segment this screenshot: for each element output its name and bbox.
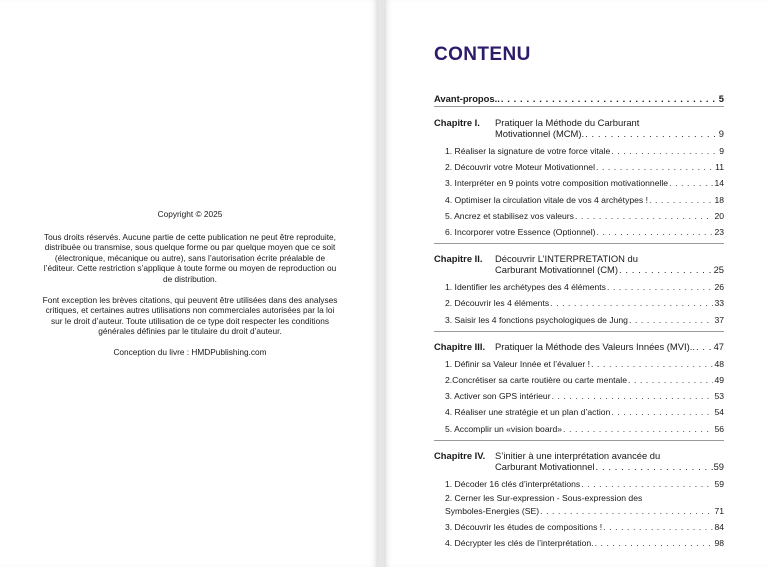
item-label: 1. Réaliser la signature de votre force vitale [445, 146, 611, 157]
toc-item [434, 192, 724, 208]
toc-item [434, 492, 724, 519]
chapter-page: 9 [718, 128, 724, 139]
item-label: 2. Cerner les Sur-expression - Sous-expression des [445, 492, 643, 503]
right-page [384, 0, 768, 567]
dot-leader [619, 264, 713, 275]
dot-leader [501, 93, 718, 104]
chapter-heading-cont [434, 128, 724, 139]
item-label: 3. Découvrir les études de compositions ! [445, 521, 603, 532]
item-label: 2.Concrétiser sa carte routière ou carte mentale [445, 374, 627, 385]
toc-item [434, 476, 724, 492]
chapter-heading [434, 341, 724, 352]
toc-item [434, 143, 724, 159]
item-label: 1. Identifier les archétypes des 4 éléments [445, 282, 606, 293]
copyright-line: Copyright © 2025 [157, 209, 223, 219]
item-page: 14 [714, 178, 724, 189]
item-label: 5. Accomplir un «vision board» [445, 423, 563, 434]
dot-leader [669, 178, 713, 188]
design-credit: Conception du livre : HMDPublishing.com [113, 346, 267, 357]
item-label: 2. Découvrir votre Moteur Motivationnel [445, 162, 595, 173]
item-page: 54 [714, 407, 724, 418]
chapter-page: 59 [713, 460, 724, 472]
toc-item [434, 404, 724, 420]
dot-leader [585, 128, 718, 139]
item-label: 3. Saisir les 4 fonctions psychologiques de Jung [445, 314, 628, 325]
chapter-title-cont: Carburant Motivationnel [495, 460, 595, 472]
dot-leader [596, 461, 713, 472]
item-page: 98 [714, 538, 724, 549]
chapter-heading [434, 117, 724, 128]
dot-leader [591, 359, 713, 369]
chapter-heading [434, 253, 724, 264]
item-label: 4. Optimiser la circulation vitale de vos 4 archétypes ! [445, 194, 648, 205]
toc-item [434, 312, 724, 328]
item-page: 49 [714, 374, 724, 385]
chapter-heading [434, 450, 724, 461]
dot-leader [629, 315, 713, 325]
avant-propos-page: 5 [718, 93, 724, 104]
chapter-title: S’initier à une interprétation avancée du [495, 449, 661, 461]
item-label: 3. Activer son GPS intérieur [445, 391, 551, 402]
toc-item [434, 372, 724, 388]
item-page: 37 [714, 314, 724, 325]
item-label: 1. Décoder 16 clés d’interprétations [445, 478, 581, 489]
item-page: 84 [714, 521, 724, 532]
toc-chapter [434, 450, 724, 552]
dot-leader [611, 407, 713, 417]
chapter-number: Chapitre I. [434, 117, 480, 128]
dot-leader [649, 195, 713, 205]
item-label: 1. Définir sa Valeur Innée et l’évaluer ! [445, 358, 591, 369]
chapter-heading-cont [434, 461, 724, 472]
toc-avant-propos [434, 88, 724, 107]
toc-item [434, 159, 724, 175]
chapter-page: 25 [713, 264, 724, 276]
rights-paragraph: Tous droits réservés. Aucune partie de cette publication ne peut être reproduite, distribuée ou transmise, sous quelque forme ou par quelque moyen que ce soit (électronique, mécanique ou autre), sans l’autorisation écrite préalable de l’éditeur. Cette restriction s’applique à toute forme ou moyen de reproduction ou de distribution. [43, 231, 337, 284]
toc-item [434, 224, 724, 240]
toc-item [434, 208, 724, 224]
chapter-page: 47 [713, 340, 724, 352]
dot-leader [696, 341, 713, 352]
dot-leader [611, 146, 718, 156]
item-page: 48 [714, 358, 724, 369]
copyright-block [40, 209, 340, 368]
item-page: 53 [714, 391, 724, 402]
item-label: 2. Découvrir les 4 éléments [445, 298, 550, 309]
toc-item [434, 519, 724, 535]
chapter-title: Découvrir L’INTERPRETATION du [495, 253, 638, 265]
exception-paragraph: Font exception les brèves citations, qui peuvent être utilisées dans des analyses critiques, et certaines autres utilisations non commerciales autorisées par la loi sur le droit d’auteur. Toute utilisation de ce type doit respecter les conditions générales définies par le titulaire du droit d’auteur. [42, 294, 338, 337]
chapter-number: Chapitre III. [434, 340, 486, 352]
item-label: 3. Interpréter en 9 points votre composition motivationnelle [445, 178, 669, 189]
item-page: 11 [715, 162, 724, 173]
chapter-separator [434, 331, 724, 332]
toc-chapter [434, 253, 724, 332]
item-page: 33 [714, 298, 724, 309]
item-page: 56 [714, 423, 724, 434]
item-page: 59 [714, 478, 724, 489]
toc-item [434, 295, 724, 311]
dot-leader [540, 506, 713, 516]
dot-leader [607, 282, 713, 292]
chapter-separator [434, 440, 724, 441]
dot-leader [552, 391, 714, 401]
toc-item [434, 420, 724, 436]
chapter-title-cont: Motivationnel (MCM). [495, 128, 585, 139]
item-page: 23 [714, 227, 724, 238]
dot-leader [581, 479, 713, 489]
chapter-title: Pratiquer la Méthode du Carburant [495, 117, 640, 128]
chapter-separator [434, 243, 724, 244]
table-of-contents [434, 88, 724, 557]
dot-leader [596, 162, 714, 172]
item-label: 4. Réaliser une stratégie et un plan d’action [445, 407, 611, 418]
toc-chapter [434, 117, 724, 244]
avant-propos-label: Avant-propos.. [434, 93, 500, 104]
toc-chapter [434, 341, 724, 441]
item-label: 4. Décrypter les clés de l’interprétation. [445, 538, 594, 549]
item-page: 20 [714, 210, 724, 221]
dot-leader [563, 424, 713, 434]
item-page: 18 [714, 194, 724, 205]
item-label: 5. Ancrez et stabilisez vos valeurs [445, 210, 574, 221]
chapter-title: Pratiquer la Méthode des Valeurs Innées (MVI).. [495, 340, 695, 352]
chapter-heading-cont [434, 264, 724, 275]
chapter-number: Chapitre IV. [434, 449, 486, 461]
chapter-title-cont: Carburant Motivationnel (CM) [495, 264, 618, 276]
toc-item [434, 175, 724, 191]
dot-leader [603, 522, 713, 532]
toc-item [434, 388, 724, 404]
toc-item [434, 535, 724, 551]
dot-leader [575, 211, 713, 221]
item-page: 26 [714, 282, 724, 293]
item-label-cont: Symboles-Energies (SE) [445, 506, 540, 517]
toc-title: CONTENU [434, 44, 531, 65]
dot-leader [595, 538, 714, 548]
toc-item [434, 356, 724, 372]
dot-leader [628, 375, 713, 385]
dot-leader [596, 227, 713, 237]
item-page: 71 [714, 506, 724, 517]
item-page: 9 [719, 146, 724, 157]
toc-item [434, 279, 724, 295]
dot-leader [550, 298, 713, 308]
item-label: 6. Incorporer votre Essence (Optionnel) [445, 227, 596, 238]
left-page [0, 0, 378, 567]
chapter-number: Chapitre II. [434, 253, 483, 265]
